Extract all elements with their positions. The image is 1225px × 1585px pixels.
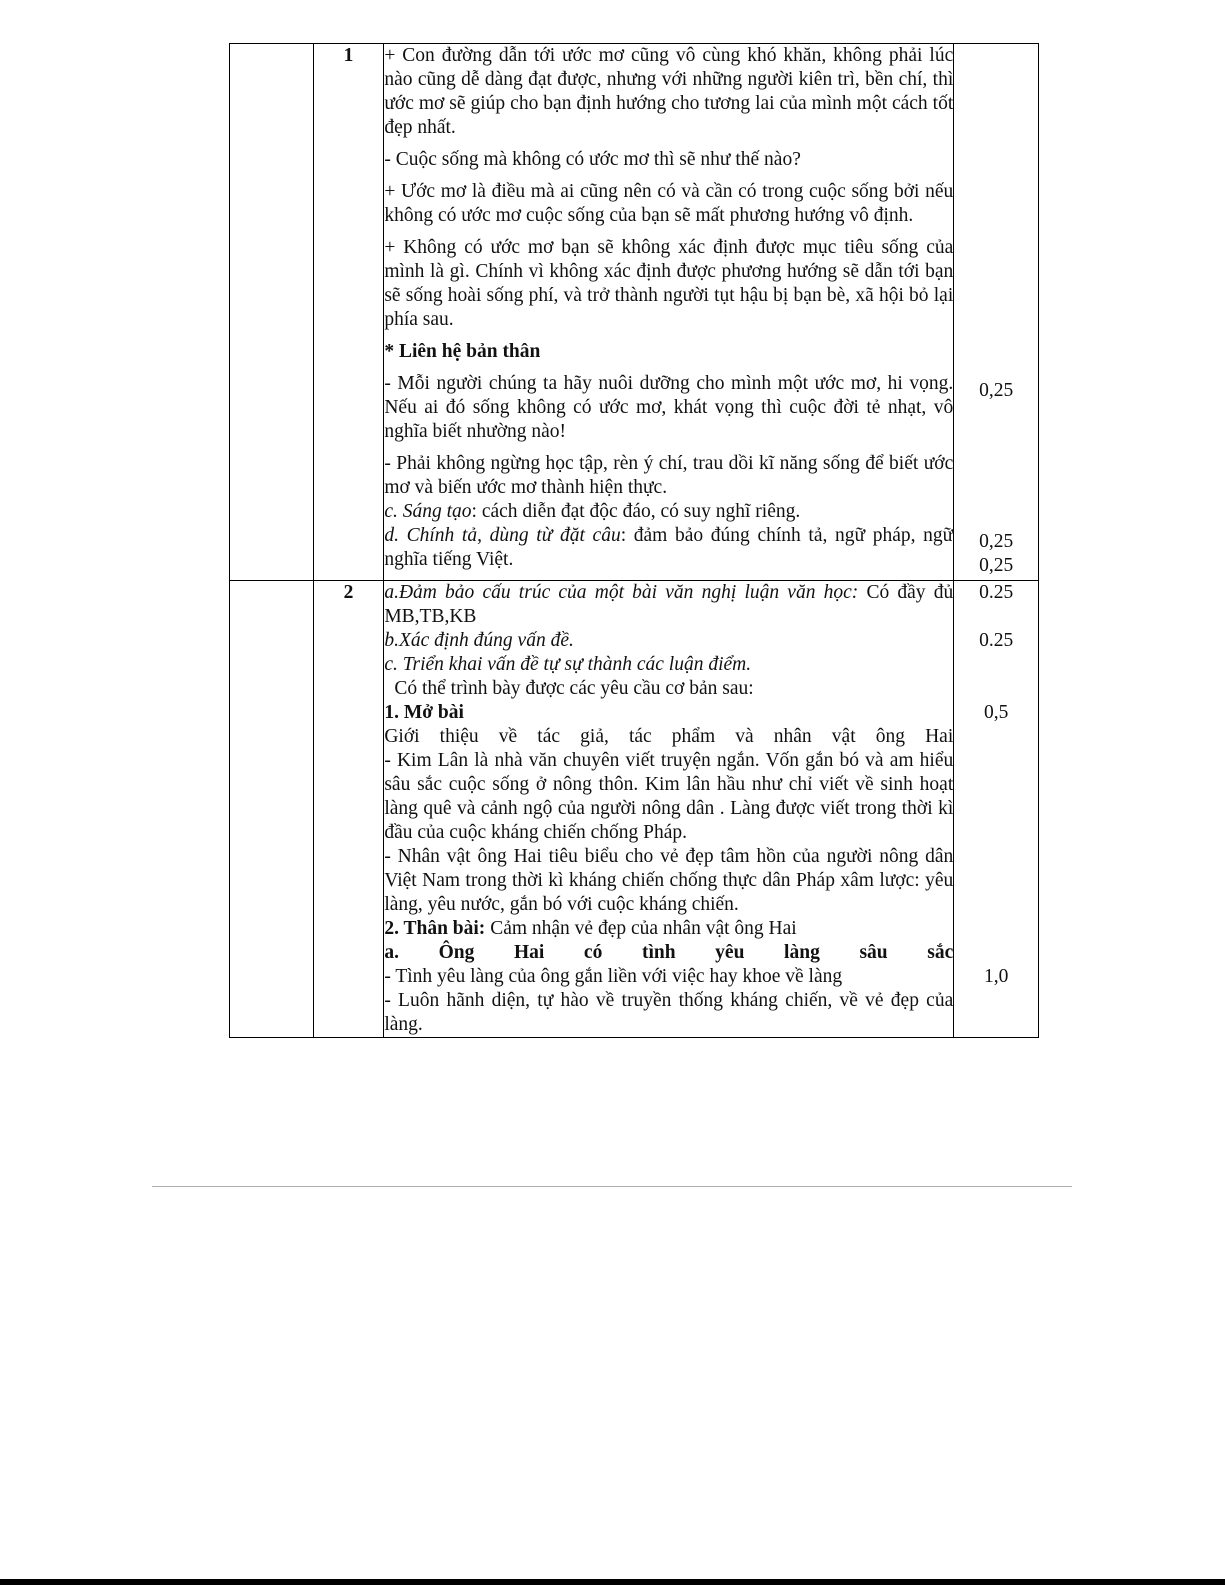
question-number: 2 [313, 581, 384, 1038]
score-value: 0,5 [983, 702, 1009, 723]
blank-cell [230, 581, 314, 1038]
page-separator [152, 1186, 1072, 1187]
answer-content [384, 581, 954, 1038]
criterion-identify: b.Xác định đúng vấn đề. [384, 630, 574, 651]
answer-content [384, 44, 954, 581]
score-value: 0,25 [979, 380, 1014, 401]
question-number: 1 [313, 44, 384, 581]
paragraph: - Kim Lân là nhà văn chuyên viết truyện ngắn. Vốn gắn bó và am hiểu sâu sắc cuộc sống ở nông thôn. Kim lân hầu như chỉ viết về sinh hoạt làng quê và cảnh ngộ của người nông dân . Làng được viết trong thời kì đầu của cuộc kháng chiến chống Pháp. [384, 750, 954, 843]
score-value: 0.25 [979, 630, 1014, 651]
paragraph: - Tình yêu làng của ông gắn liền với việc hay khoe về làng [384, 966, 843, 987]
section-heading: * Liên hệ bản thân [384, 341, 541, 362]
criterion-spelling: d. Chính tả, dùng từ đặt câu: đảm bảo đúng chính tả, ngữ pháp, ngữ nghĩa tiếng Việt. [384, 525, 954, 570]
criterion-creativity: c. Sáng tạo: cách diễn đạt độc đáo, có suy nghĩ riêng. [384, 501, 801, 522]
answer-table [229, 43, 1039, 1038]
criterion-develop: c. Triển khai vấn đề tự sự thành các luận điểm. [384, 654, 752, 675]
paragraph: - Phải không ngừng học tập, rèn ý chí, trau dồi kĩ năng sống để biết ước mơ và biến ước mơ thành hiện thực. [384, 453, 954, 498]
criterion-structure: a.Đảm bảo cấu trúc của một bài văn nghị luận văn học: Có đầy đủ MB,TB,KB [384, 582, 954, 627]
table-row [230, 44, 1039, 581]
score-cell [954, 581, 1039, 1038]
paragraph: + Không có ước mơ bạn sẽ không xác định được mục tiêu sống của mình là gì. Chính vì không xác định được phương hướng sẽ dẫn tới bạn sẽ sống hoài sống phí, và trở thành người tụt hậu bị bạn bè, xã hội bỏ lại phía sau. [384, 237, 954, 330]
paragraph: + Ước mơ là điều mà ai cũng nên có và cần có trong cuộc sống bởi nếu không có ước mơ cuộc sống của bạn sẽ mất phương hướng vô định. [384, 181, 954, 226]
sub-heading: a. Ông Hai có tình yêu làng sâu sắc [384, 942, 954, 963]
score-value: 0.25 [979, 582, 1014, 603]
intro-line: Có thể trình bày được các yêu cầu cơ bản sau: [394, 678, 754, 699]
score-value: 0,25 [979, 531, 1014, 552]
table-row [230, 581, 1039, 1038]
paragraph: - Nhân vật ông Hai tiêu biểu cho vẻ đẹp tâm hồn của người nông dân Việt Nam trong thời kì kháng chiến chống thực dân Pháp xâm lược: yêu làng, yêu nước, gắn bó với cuộc kháng chiến. [384, 846, 954, 915]
paragraph: Giới thiệu về tác giả, tác phẩm và nhân vật ông Hai [384, 726, 954, 747]
score-cell [954, 44, 1039, 581]
section-heading: 2. Thân bài: Cảm nhận vẻ đẹp của nhân vật ông Hai [384, 918, 797, 939]
paragraph: - Luôn hãnh diện, tự hào về truyền thống kháng chiến, về vẻ đẹp của làng. [384, 990, 954, 1035]
paragraph: - Mỗi người chúng ta hãy nuôi dưỡng cho mình một ước mơ, hi vọng. Nếu ai đó sống không có ước mơ, khát vọng thì cuộc đời tẻ nhạt, vô nghĩa biết nhường nào! [384, 373, 954, 442]
section-heading: 1. Mở bài [384, 702, 464, 723]
paragraph: - Cuộc sống mà không có ước mơ thì sẽ như thế nào? [384, 149, 801, 170]
blank-cell [230, 44, 314, 581]
paragraph: + Con đường dẫn tới ước mơ cũng vô cùng khó khăn, không phải lúc nào cũng dễ dàng đạt được, nhưng với những người kiên trì, bền chí, thì ước mơ sẽ giúp cho bạn định hướng cho tương lai của mình một cách tốt đẹp nhất. [384, 45, 954, 138]
score-value: 1,0 [983, 966, 1009, 987]
bottom-bar [0, 1579, 1225, 1585]
score-value: 0,25 [979, 555, 1014, 576]
